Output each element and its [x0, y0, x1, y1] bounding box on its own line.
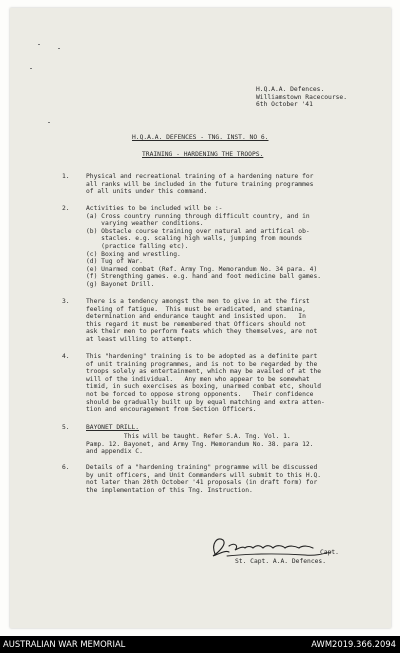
- paper-speck: [30, 68, 32, 69]
- text-line: not be forced to oppose strong opponents. Their confidence: [86, 390, 314, 398]
- text-line: ask their men to perform feats which they themselves, are not: [86, 328, 318, 336]
- signature-rank: Capt.: [320, 549, 339, 556]
- footer-institution: AUSTRALIAN WAR MEMORIAL: [3, 639, 126, 649]
- text-line: Pamp. 12. Bayonet, and Army Tng. Memorandum No. 38. para 12.: [86, 440, 314, 448]
- text-line: tion and encouragement from Section Officers.: [86, 406, 257, 414]
- section-number: 1.: [62, 173, 70, 180]
- list-item: (g) Bayonet Drill.: [86, 280, 155, 288]
- list-item: (b) Obstacle course training over natural and artifical ob-: [86, 227, 310, 235]
- document-subtitle: TRAINING - HARDENING THE TROOPS.: [142, 151, 264, 158]
- letterhead-block: [256, 86, 347, 109]
- list-item: (c) Boxing and wrestling.: [86, 250, 181, 258]
- footer-accession-number: AWM2019.366.2094: [311, 639, 396, 649]
- document-title: H.Q.A.A. DEFENCES - TNG. INST. NO 6.: [132, 134, 269, 141]
- section-number: 3.: [62, 298, 70, 305]
- section-body: [86, 173, 313, 196]
- section-body: [86, 464, 321, 494]
- section-number: 2.: [62, 205, 70, 212]
- text-line: should be gradually built up by equal matching and extra atten-: [86, 398, 325, 406]
- paper-speck: [48, 122, 50, 123]
- list-item: stacles. e.g. scaling high walls, jumping from mounds: [86, 235, 303, 243]
- letterhead-date: 6th October '41: [256, 101, 313, 109]
- text-line: determination and endurance taught and insisted upon. In: [86, 313, 306, 321]
- list-item: (a) Cross country running through difficult country, and in: [86, 212, 310, 220]
- list-item: (f) Strengthing games. e.g. hand and foot medicine ball games.: [86, 273, 322, 281]
- text-line: by unit officers, and Unit Commanders will submit to this H.Q.: [86, 471, 322, 479]
- text-line: the implementation of this Tng. Instruction.: [86, 486, 253, 494]
- section-body: [86, 433, 313, 456]
- list-item: (d) Tug of War.: [86, 258, 143, 266]
- section-number: 4.: [62, 353, 70, 360]
- text-line: There is a tendency amongst the men to give in at the first: [86, 298, 310, 305]
- letterhead-line: H.Q.A.A. Defences.: [256, 86, 325, 93]
- signature-title: St. Capt. A.A. Defences.: [235, 558, 326, 565]
- text-line: not later than 20th October '41 proposals (in draft form) for: [86, 479, 318, 487]
- list-item: varying weather conditions.: [86, 220, 204, 228]
- text-line: of unit training programmes, and is not to be regarded by the: [86, 360, 318, 368]
- section-body: [86, 353, 325, 414]
- paper-speck: [38, 44, 40, 45]
- section-number: 5.: [62, 424, 70, 431]
- section-body: [86, 298, 317, 344]
- text-line: Physical and recreational training of a hardening nature for: [86, 173, 314, 180]
- text-line: Activities to be included will be :-: [86, 205, 223, 212]
- text-line: troops solely as entertainment, which may be availed of at the: [86, 368, 322, 376]
- text-line: will of the individual. Any men who appear to be somewhat: [86, 375, 310, 383]
- text-line: timid, in such exercises as boxing, unarmed combat etc, should: [86, 383, 322, 391]
- section-heading: BAYONET DRILL.: [86, 424, 140, 431]
- text-line: This "hardening" training is to be adopted as a definite part: [86, 353, 318, 360]
- paper-speck: [58, 48, 60, 49]
- text-line: Details of a "hardening training" programme will be discussed: [86, 464, 318, 471]
- section-number: 6.: [62, 464, 70, 471]
- text-line: at least willing to attempt.: [86, 335, 193, 343]
- text-line: of all units under this command.: [86, 188, 208, 196]
- text-line: all ranks will be included in the future training programmes: [86, 180, 314, 188]
- text-line: this regard it must be remembered that Officers should not: [86, 320, 306, 328]
- text-line: This will be taught. Refer S.A. Tng. Vol. 1.: [86, 433, 291, 440]
- archive-footer-bar: [0, 636, 400, 653]
- handwritten-signature: [205, 532, 335, 560]
- list-item: (e) Unarmed combat (Ref. Army Tng. Memorandum No. 34 para. 4): [86, 265, 318, 273]
- list-item: (practice falling etc).: [86, 242, 189, 250]
- section-body: [86, 205, 321, 289]
- text-line: feeling of fatigue. This must be eradicated, and stamina,: [86, 305, 306, 313]
- letterhead-line: Williamstown Racecourse.: [256, 93, 347, 101]
- text-line: and appendix C.: [86, 448, 143, 456]
